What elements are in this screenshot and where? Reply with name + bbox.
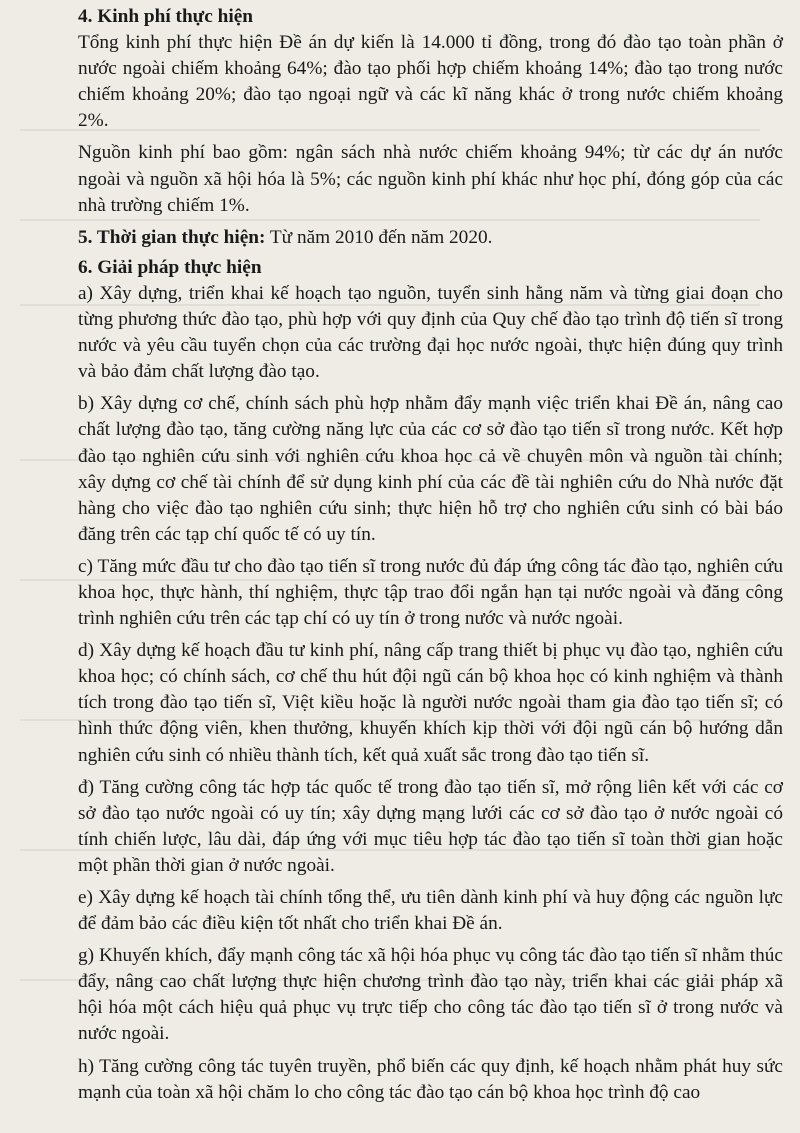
- solution-item-d: d) Xây dựng kế hoạch đầu tư kinh phí, nâng cấp trang thiết bị phục vụ đào tạo, nghiên cứu khoa học; có chính sách, cơ chế thu hút đội ngũ cán bộ khoa học có kinh nghiệm và thành tích trong đào tạo tiến sĩ, Việt kiều hoặc là người nước ngoài tham gia đào tạo tiến sĩ; có hình thức động viên, khen thưởng, khuyến khích kịp thời với đội ngũ cán bộ hướng dẫn nghiên cứu sinh có nhiều thành tích, kết quả xuất sắc trong đào tạo tiến sĩ.: [78, 640, 783, 766]
- section-5-value: Từ năm 2010 đến năm 2020.: [265, 226, 493, 248]
- section-5-heading: 5. Thời gian thực hiện:: [78, 226, 266, 248]
- section-4-heading: 4. Kinh phí thực hiện: [78, 6, 253, 27]
- solution-item-g: g) Khuyến khích, đẩy mạnh công tác xã hội hóa phục vụ công tác đào tạo tiến sĩ nhằm thúc đẩy, nâng cao chất lượng thực hiện chương trình đào tạo này, triển khai các giải pháp xã hội hóa một cách hiệu quả phục vụ trực tiếp cho công tác đào tạo tiến sĩ ở trong nước và nước ngoài.: [78, 945, 783, 1045]
- section-5: [78, 225, 783, 251]
- solution-item-h: h) Tăng cường công tác tuyên truyền, phổ biến các quy định, kế hoạch nhằm phát huy sức mạnh của toàn xã hội chăm lo cho công tác đào tạo cán bộ khoa học trình độ cao: [78, 1055, 783, 1103]
- section-4-paragraph-1: Tổng kinh phí thực hiện Đề án dự kiến là 14.000 tỉ đồng, trong đó đào tạo toàn phần ở nước ngoài chiếm khoảng 64%; đào tạo phối hợp chiếm khoảng 14%; đào tạo trong nước chiếm khoảng 20%; đào tạo ngoại ngữ và các kĩ năng khác ở trong nước chiếm khoảng 2%.: [78, 32, 783, 132]
- section-4-paragraph-2: Nguồn kinh phí bao gồm: ngân sách nhà nước chiếm khoảng 94%; từ các dự án nước ngoài và nguồn xã hội hóa là 5%; các nguồn kinh phí khác như học phí, đóng góp của các nhà trường chiếm 1%.: [78, 142, 783, 216]
- solution-item-e: e) Xây dựng kế hoạch tài chính tổng thể, ưu tiên dành kinh phí và huy động các nguồn lực để đảm bảo các điều kiện tốt nhất cho triển khai Đề án.: [78, 887, 783, 935]
- solution-item-c: c) Tăng mức đầu tư cho đào tạo tiến sĩ trong nước đủ đáp ứng công tác đào tạo, nghiên cứu khoa học, thực hành, thí nghiệm, thực tập trao đổi ngắn hạn tại nước ngoài và đăng công trình nghiên cứu trên các tạp chí có uy tín ở trong nước và nước ngoài.: [78, 555, 783, 630]
- solution-item-b: b) Xây dựng cơ chế, chính sách phù hợp nhằm đẩy mạnh việc triển khai Đề án, nâng cao chất lượng đào tạo, tăng cường năng lực của các cơ sở đào tạo tiến sĩ trong nước. Kết hợp đào tạo nghiên cứu sinh với nghiên cứu khoa học cả về chuyên môn và nguồn tài chính; xây dựng cơ chế tài chính để sử dụng kinh phí của các đề tài nghiên cứu do Nhà nước đặt hàng cho việc đào tạo nghiên cứu sinh; thực hiện hỗ trợ cho nghiên cứu sinh có bài báo đăng trên các tạp chí quốc tế có uy tín.: [78, 393, 783, 545]
- solution-item-a: a) Xây dựng, triển khai kế hoạch tạo nguồn, tuyển sinh hằng năm và từng giai đoạn cho từng phương thức đào tạo, phù hợp với quy định của Quy chế đào tạo trình độ tiến sĩ trong nước và yêu cầu tuyển chọn của các trường đại học nước ngoài, thực hiện đúng quy trình và bảo đảm chất lượng đào tạo.: [78, 282, 783, 383]
- document-body: [78, 4, 783, 1112]
- solution-item-dd: đ) Tăng cường công tác hợp tác quốc tế trong đào tạo tiến sĩ, mở rộng liên kết với các cơ sở đào tạo nước ngoài có uy tín; xây dựng mạng lưới các cơ sở đào tạo ở nước ngoài có tính chiến lược, lâu dài, đáp ứng với mục tiêu hợp tác đào tạo tiến sĩ toàn thời gian hoặc một phần thời gian ở nước ngoài.: [78, 776, 783, 876]
- section-6-heading: 6. Giải pháp thực hiện: [78, 256, 262, 278]
